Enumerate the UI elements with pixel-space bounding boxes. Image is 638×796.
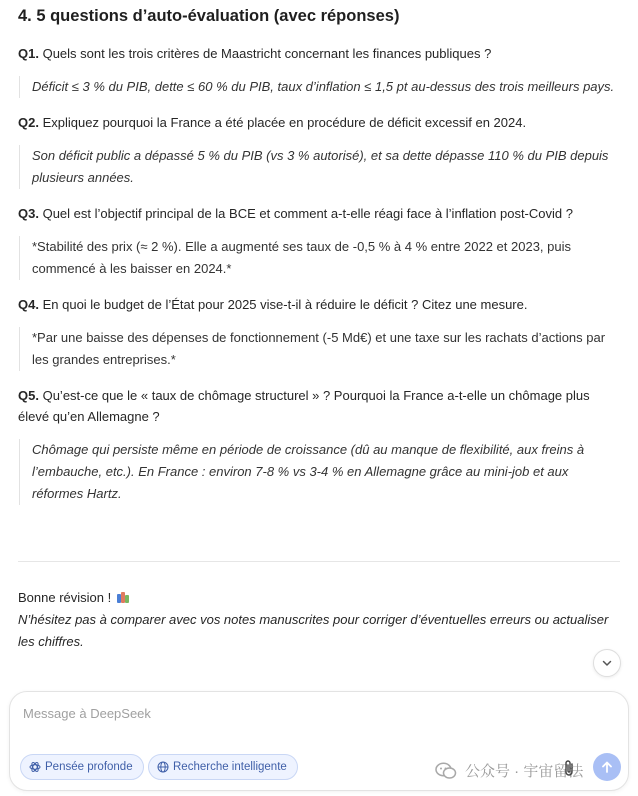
qa-item-1 xyxy=(18,43,620,98)
section-title: 4. 5 questions d’auto-évaluation (avec réponses) xyxy=(18,7,400,25)
question-text: En quoi le budget de l’État pour 2025 vise-t-il à réduire le déficit ? Citez une mesure. xyxy=(42,297,528,312)
arrow-up-icon xyxy=(600,760,614,774)
deep-think-label: Pensée profonde xyxy=(45,761,133,773)
question-1 xyxy=(18,43,620,64)
question-3 xyxy=(18,203,620,224)
question-2 xyxy=(18,112,620,133)
question-5 xyxy=(18,385,620,427)
chevron-down-icon xyxy=(601,657,613,669)
question-text: Qu’est-ce que le « taux de chômage structurel » ? Pourquoi la France a-t-elle un chômage plus élevé qu’en Allemagne ? xyxy=(18,388,590,424)
closing-line-1: Bonne révision ! xyxy=(18,590,112,605)
message-input[interactable] xyxy=(23,706,583,721)
answer-3: *Stabilité des prix (≈ 2 %). Elle a augmenté ses taux de -0,5 % à 4 % entre 2022 et 2023, puis commencé à les baisser en 2024.* xyxy=(19,236,620,280)
closing-line-2: N’hésitez pas à comparer avec vos notes manuscrites pour corriger d’éventuelles erreurs ou actualiser les chiffres. xyxy=(18,612,609,649)
deep-think-toggle[interactable] xyxy=(20,754,144,780)
globe-icon xyxy=(157,761,169,773)
answer-4: *Par une baisse des dépenses de fonctionnement (-5 Md€) et une taxe sur les rachats d’actions par les grandes entreprises.* xyxy=(19,327,620,371)
attach-button[interactable] xyxy=(562,759,576,782)
web-search-label: Recherche intelligente xyxy=(173,761,287,773)
answer-5: Chômage qui persiste même en période de croissance (dû au manque de flexibilité, aux freins à l’embauche, etc.). En France : environ 7-8 % vs 3-4 % en Allemagne grâce au mini-job et aux réformes Hartz. xyxy=(19,439,620,505)
books-icon xyxy=(117,592,130,603)
atom-icon xyxy=(29,761,41,773)
scroll-down-button[interactable] xyxy=(593,649,621,677)
watermark-text: 公众号 · 宇宙留法 xyxy=(465,763,584,780)
question-text: Quels sont les trois critères de Maastricht concernant les finances publiques ? xyxy=(42,46,492,61)
paperclip-icon xyxy=(562,759,576,777)
answer-1: Déficit ≤ 3 % du PIB, dette ≤ 60 % du PIB, taux d’inflation ≤ 1,5 pt au-dessus des trois meilleurs pays. xyxy=(19,76,620,98)
qa-item-2 xyxy=(18,112,620,189)
question-4 xyxy=(18,294,620,315)
question-text: Quel est l’objectif principal de la BCE et comment a-t-elle réagi face à l’inflation post-Covid ? xyxy=(42,206,573,221)
question-number: Q2. xyxy=(18,115,39,130)
question-text: Expliquez pourquoi la France a été placée en procédure de déficit excessif en 2024. xyxy=(42,115,527,130)
closing-message xyxy=(18,587,618,653)
qa-item-4 xyxy=(18,294,620,371)
qa-item-5 xyxy=(18,385,620,505)
question-number: Q4. xyxy=(18,297,39,312)
question-number: Q3. xyxy=(18,206,39,221)
question-number: Q5. xyxy=(18,388,39,403)
question-number: Q1. xyxy=(18,46,39,61)
divider xyxy=(18,561,620,562)
answer-2: Son déficit public a dépassé 5 % du PIB (vs 3 % autorisé), et sa dette dépasse 110 % du PIB depuis plusieurs années. xyxy=(19,145,620,189)
qa-item-3 xyxy=(18,203,620,280)
web-search-toggle[interactable] xyxy=(148,754,298,780)
wechat-logo-icon xyxy=(435,762,457,780)
send-button[interactable] xyxy=(593,753,621,781)
